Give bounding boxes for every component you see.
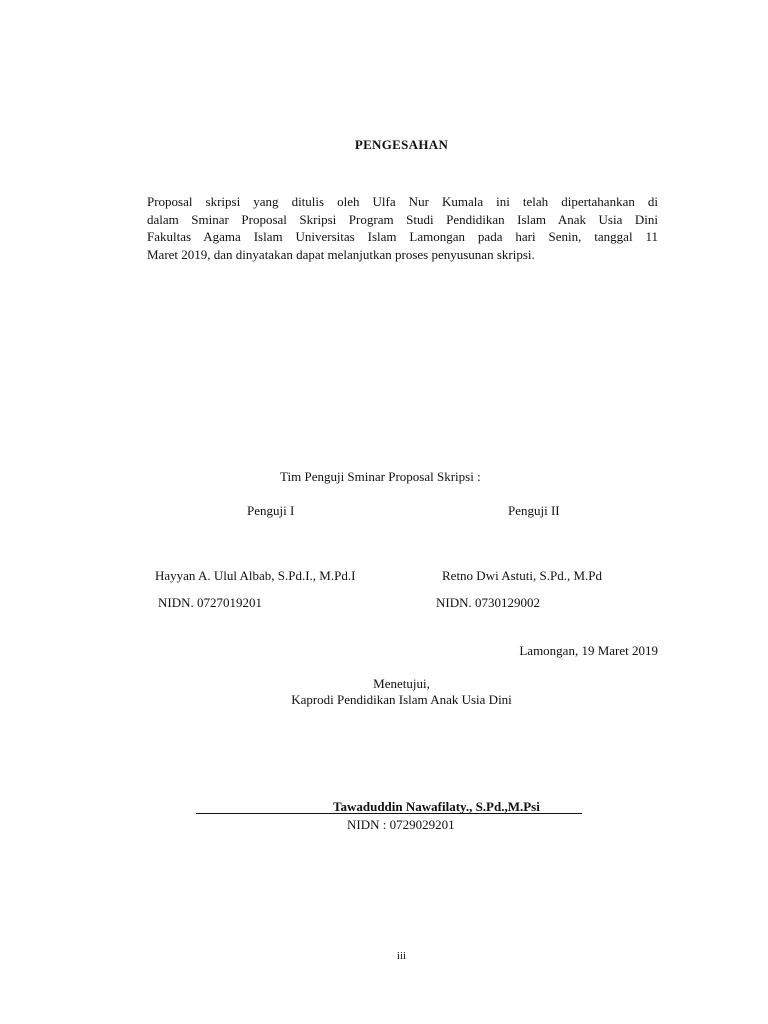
approval-label: Menetujui, [373, 676, 430, 691]
paragraph-line: Fakultas Agama Islam Universitas Islam Lamongan pada hari Senin, tanggal 11 [147, 229, 658, 244]
examiner-1-name: Hayyan A. Ulul Albab, S.Pd.I., M.Pd.I [155, 568, 356, 583]
approver-nidn: NIDN : 0729029201 [347, 817, 455, 832]
page-number: iii [396, 950, 407, 962]
examiner-2-name: Retno Dwi Astuti, S.Pd., M.Pd [442, 568, 603, 583]
approval-role: Kaprodi Pendidikan Islam Anak Usia Dini [291, 692, 512, 707]
examiner-1-nidn: NIDN. 0727019201 [158, 595, 262, 610]
place-date: Lamongan, 19 Maret 2019 [519, 643, 658, 658]
examiner-2-label: Penguji II [508, 503, 560, 518]
examiner-team-title: Tim Penguji Sminar Proposal Skripsi : [280, 469, 481, 484]
examiner-1-label: Penguji I [247, 503, 295, 518]
page-title: PENGESAHAN [354, 137, 449, 152]
examiner-2-nidn: NIDN. 0730129002 [436, 595, 540, 610]
endorsement-paragraph [147, 193, 658, 263]
paragraph-line: Proposal skripsi yang ditulis oleh Ulfa Nur Kumala ini telah dipertahankan di [147, 194, 658, 209]
paragraph-line: dalam Sminar Proposal Skripsi Program Studi Pendidikan Islam Anak Usia Dini [147, 211, 658, 227]
paragraph-line: Maret 2019, dan dinyatakan dapat melanjutkan proses penyusunan skripsi. [147, 246, 535, 262]
approver-name: Tawaduddin Nawafilaty., S.Pd.,M.Psi [333, 799, 540, 814]
